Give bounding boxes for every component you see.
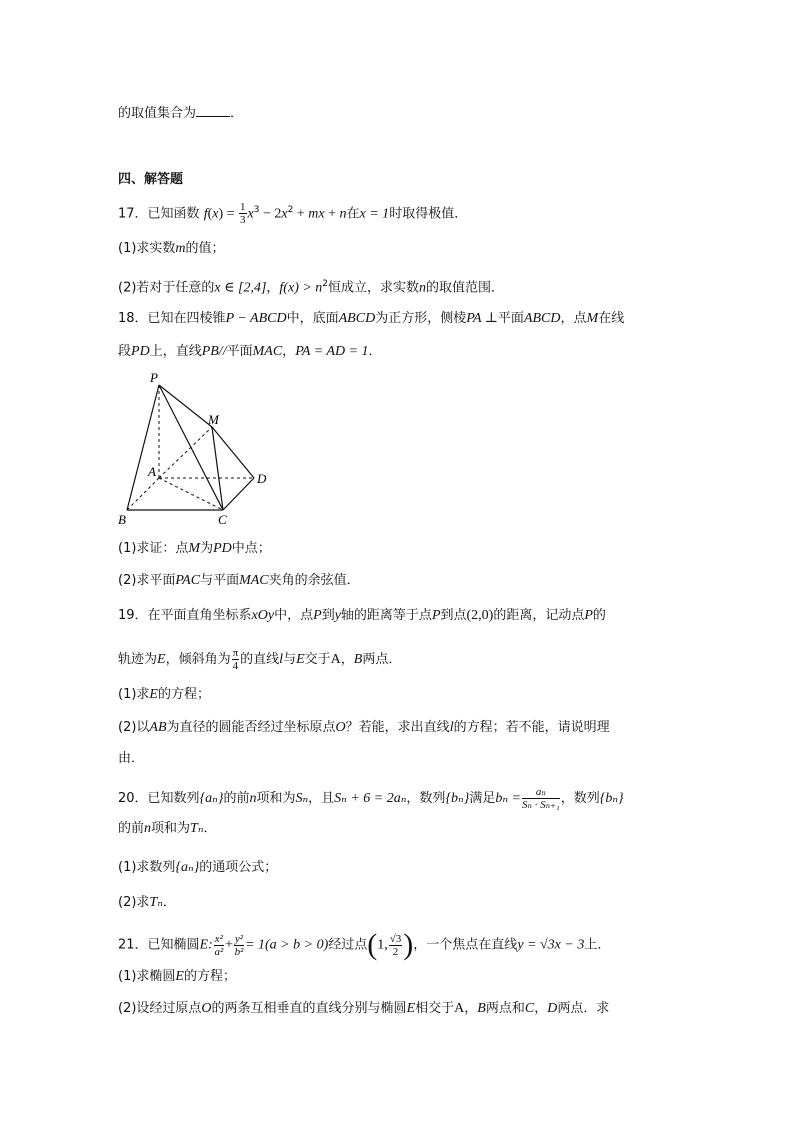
q17-p1b: 的值； (185, 241, 225, 256)
q18-c: 中，底面 (286, 311, 339, 326)
q19-k: 的距离，记动点 (493, 608, 585, 623)
q21-part1 (118, 968, 236, 986)
q18-p2b: PAC (175, 573, 201, 588)
section-title: 四、解答题 (118, 172, 184, 187)
q17-part2: (2)若对于任意的x ∈ [2,4]，$f(x) > n^2$恒成立，求实数n的取值范围． (118, 279, 505, 296)
q17-function: f (203, 206, 208, 222)
q18-p1e: 中点； (231, 541, 271, 556)
q20-d: n (249, 791, 257, 806)
q19-p2d: O (335, 720, 346, 735)
q21-ptnum: √3 (389, 932, 402, 945)
q19-frac-den: 4 (232, 660, 239, 672)
q20-g: ，且 (308, 791, 335, 806)
q20-n: {bₙ} (599, 791, 624, 806)
q20-frac (522, 786, 560, 811)
q20-b: {aₙ} (199, 791, 224, 806)
q19-j: (2,0) (466, 608, 494, 623)
q21-f2num: y² (234, 932, 244, 945)
q21-f1num: x² (214, 932, 223, 945)
q17-post: 时取得极值． (389, 206, 468, 222)
q21-c: = 1(a > b > 0) (245, 937, 329, 953)
q19-l2d: 的直线 (240, 652, 280, 667)
q19-c: 中，点 (274, 608, 314, 623)
q21-f2den: b² (234, 945, 244, 958)
q21-f: y = √3x − 3 (517, 937, 585, 953)
q20-p1a: (1)求数列 (118, 860, 176, 875)
q18-num: 18． (118, 311, 148, 326)
q19-part2 (118, 719, 610, 737)
q21-ptden: 2 (392, 945, 399, 958)
q17-p1var: m (175, 241, 186, 256)
label-D: D (257, 471, 267, 486)
q18-e: 为正方形，侧棱 (375, 311, 467, 326)
q21-p2h: B (477, 1001, 486, 1016)
q19-l2k: B (353, 652, 363, 667)
label-M: M (208, 412, 219, 427)
q19-angle-frac (232, 647, 240, 672)
q20-a: 已知数列 (147, 791, 200, 806)
q17-p2var: n (419, 280, 427, 296)
q20-h: Sₙ + 6 = 2aₙ (334, 791, 407, 806)
q20-j: {bₙ} (445, 791, 470, 806)
q18-part1 (118, 540, 271, 558)
edge-PB (127, 385, 159, 510)
q19-p2a: (2)以 (118, 720, 150, 735)
edge-PM (159, 385, 212, 427)
q20-p1c: 的通项公式； (199, 860, 278, 875)
q19-p2e: ？若能，求出直线 (345, 720, 450, 735)
q18-p2e: 夹角的余弦值． (268, 573, 360, 588)
q19-l2b: E (157, 652, 166, 667)
q21-p2b: O (201, 1001, 212, 1016)
q18-i: ，点 (560, 311, 587, 326)
top-line (118, 104, 243, 123)
q21-g: 上． (584, 937, 611, 953)
q18-p2d: MAC (239, 573, 269, 588)
q19-f: y (334, 608, 341, 623)
q20-l2e: ． (203, 821, 217, 836)
q18-l2b: PD (131, 344, 150, 359)
q19-p2b: AB (149, 720, 167, 735)
q19-l: P (584, 608, 593, 623)
top-end: ． (230, 106, 244, 121)
q19-stem-line1 (118, 607, 606, 625)
q21-p2m: 两点．求 (557, 1001, 610, 1016)
q20-frac-num: aₙ (522, 786, 560, 799)
q17-num: 17． (118, 206, 148, 222)
q18-d: ABCD (338, 311, 376, 326)
q18-h: ABCD (523, 311, 561, 326)
q19-l2e: l (279, 652, 284, 667)
q20-p1b: {aₙ} (175, 860, 200, 875)
q18-j: M (586, 311, 599, 326)
q20-stem-line2 (118, 820, 217, 838)
q21-d: 经过点 (328, 937, 368, 953)
q20-f: Sₙ (295, 791, 309, 806)
q17-mid: 在 (346, 206, 360, 222)
q21-frac-x (214, 933, 224, 958)
q19-p2g: 的方程；若不能，请说明理 (453, 720, 610, 735)
q20-k: 满足 (469, 791, 496, 806)
pyramid-figure (112, 370, 282, 530)
q20-l2a: 的前 (118, 821, 145, 836)
q18-l2i: ． (368, 344, 382, 359)
q19-l2i: A (330, 652, 341, 667)
q21-frac-y (234, 933, 244, 958)
q21-p2l: D (547, 1001, 558, 1016)
q21-part2 (118, 1000, 609, 1018)
q20-l: bₙ = (495, 791, 521, 806)
q20-part1 (118, 859, 277, 877)
q19-frac-num: π (232, 647, 239, 659)
q17-p2e: 恒成立，求实数 (328, 280, 420, 296)
q21-p1c: 的方程； (183, 969, 236, 984)
q17-part1 (118, 240, 225, 258)
q21-ptA: 1, (377, 937, 388, 953)
edge-AC (159, 478, 223, 510)
q21-paren-left: ( (367, 928, 378, 961)
label-P: P (150, 370, 158, 385)
q21-p2f: A (454, 1001, 465, 1016)
q21-p1a: (1)求椭圆 (118, 969, 176, 984)
q20-frac-den: Sₙ · Sₙ₊₁ (521, 799, 560, 811)
q21-p2e: 相交于 (415, 1001, 455, 1016)
q17-cond: x = 1 (359, 206, 390, 222)
q20-p2b: Tₙ (149, 895, 163, 910)
q17-p2b: x ∈ [2,4] (214, 280, 267, 296)
q20-num: 20． (118, 791, 148, 806)
q19-p2f: l (449, 720, 454, 735)
q21-p2k: ， (534, 1001, 548, 1016)
answer-blank (196, 104, 230, 117)
q18-l2c: 上，直线 (149, 344, 202, 359)
q19-h: P (431, 608, 441, 623)
q19-l2l: 两点． (362, 652, 402, 667)
q18-p2c: 与平面 (200, 573, 240, 588)
q17-p2a: (2)若对于任意的 (118, 280, 215, 296)
q19-g: 轴的距离等于点 (340, 608, 432, 623)
q20-l2d: Tₙ (190, 821, 204, 836)
q18-p1a: (1)求证：点 (118, 541, 189, 556)
q20-c: 的前 (223, 791, 250, 806)
q19-p1b: E (149, 687, 158, 702)
q18-l2h: PA = AD = 1 (295, 344, 369, 359)
q17-p2c: ， (266, 280, 280, 296)
q18-stem-line1 (118, 310, 624, 328)
q17-p2f: 的取值范围． (426, 280, 505, 296)
edge-AB (127, 478, 159, 510)
q19-num: 19． (118, 608, 148, 623)
q21-stem (118, 930, 610, 960)
q20-l2c: 项和为 (151, 821, 191, 836)
label-A: A (148, 464, 156, 479)
q19-a: 在平面直角坐标系 (147, 608, 252, 623)
q20-p2a: (2)求 (118, 895, 150, 910)
q21-p2g: ， (464, 1001, 478, 1016)
q21-p2c: 的两条互相垂直的直线分别与椭圆 (211, 1001, 407, 1016)
q20-l2b: n (144, 821, 152, 836)
q21-f1den: a² (214, 945, 224, 958)
top-text: 的取值集合为 (118, 106, 197, 121)
q20-part2 (118, 894, 176, 912)
q17-pre: 已知函数 (147, 206, 200, 222)
q18-l2a: 段 (118, 344, 132, 359)
q18-p2a: (2)求平面 (118, 573, 176, 588)
q19-l2c: ，倾斜角为 (165, 652, 231, 667)
q18-p1c: 为 (200, 541, 214, 556)
q18-b: P − ABCD (225, 311, 287, 326)
q18-g: 平面 (497, 311, 524, 326)
q19-e: 到 (321, 608, 335, 623)
q19-d: P (313, 608, 322, 623)
q19-stem-line2 (118, 647, 401, 672)
q18-l2e: 平面 (226, 344, 253, 359)
q18-l2f: MAC (252, 344, 283, 359)
q20-e: 项和为 (256, 791, 296, 806)
q18-a: 已知在四棱锥 (147, 311, 226, 326)
q19-p2c: 为直径的圆能否经过坐标原点 (166, 720, 336, 735)
q17-p1a: (1)求实数 (118, 241, 176, 256)
q19-part2-cont: 由． (118, 751, 145, 766)
edge-CD (223, 478, 254, 510)
q17-stem: 17．已知函数 f(x) = $\frac{1}{3}$ $x^3 - 2x^2$ + mx + n在x = 1时取得极值． (118, 201, 468, 227)
q21-a: 已知椭圆 (147, 937, 200, 953)
q21-plus: + (224, 937, 233, 953)
q18-part2 (118, 572, 360, 590)
q21-p2d: E (406, 1001, 416, 1016)
q19-l2a: 轨迹为 (118, 652, 158, 667)
q20-i: ，数列 (406, 791, 446, 806)
q18-l2d: PB// (201, 344, 227, 359)
q20-m: ，数列 (560, 791, 600, 806)
q19-part1 (118, 686, 210, 704)
q21-p2j: C (524, 1001, 535, 1016)
q19-l2f: 与 (283, 652, 297, 667)
q21-p1b: E (175, 969, 184, 984)
q18-f: PA ⊥ (466, 311, 498, 326)
q18-k: 在线 (598, 311, 625, 326)
q19-l2j: ， (340, 652, 354, 667)
q21-b: E: (199, 937, 213, 953)
q21-p2i: 两点和 (485, 1001, 525, 1016)
edge-AM (159, 427, 212, 478)
q21-p2a: (2)设经过原点 (118, 1001, 202, 1016)
q19-l2g: E (296, 652, 305, 667)
q18-stem-line2 (118, 343, 382, 361)
q18-p1b: M (188, 541, 201, 556)
q21-num: 21． (118, 937, 148, 953)
q20-p2c: ． (162, 895, 176, 910)
q18-l2g: ， (282, 344, 296, 359)
q17-frac: $\frac{1}{3}$ (240, 201, 246, 227)
q21-e: ，一个焦点在直线 (413, 937, 518, 953)
q17-p2d: f(x) > n (279, 280, 323, 296)
q19-l2h: 交于 (304, 652, 331, 667)
q19-b: xOy (251, 608, 275, 623)
q19-p1a: (1)求 (118, 687, 150, 702)
q20-stem-line1 (118, 786, 624, 811)
q18-p1d: PD (213, 541, 232, 556)
label-B: B (118, 512, 126, 527)
q19-i: 到点 (440, 608, 467, 623)
label-C: C (218, 512, 227, 527)
edge-MC (212, 427, 223, 510)
q21-paren-right: ) (403, 928, 414, 961)
q19-m: 的 (592, 608, 606, 623)
q19-p1c: 的方程； (157, 687, 210, 702)
q21-pt-frac (389, 933, 403, 958)
